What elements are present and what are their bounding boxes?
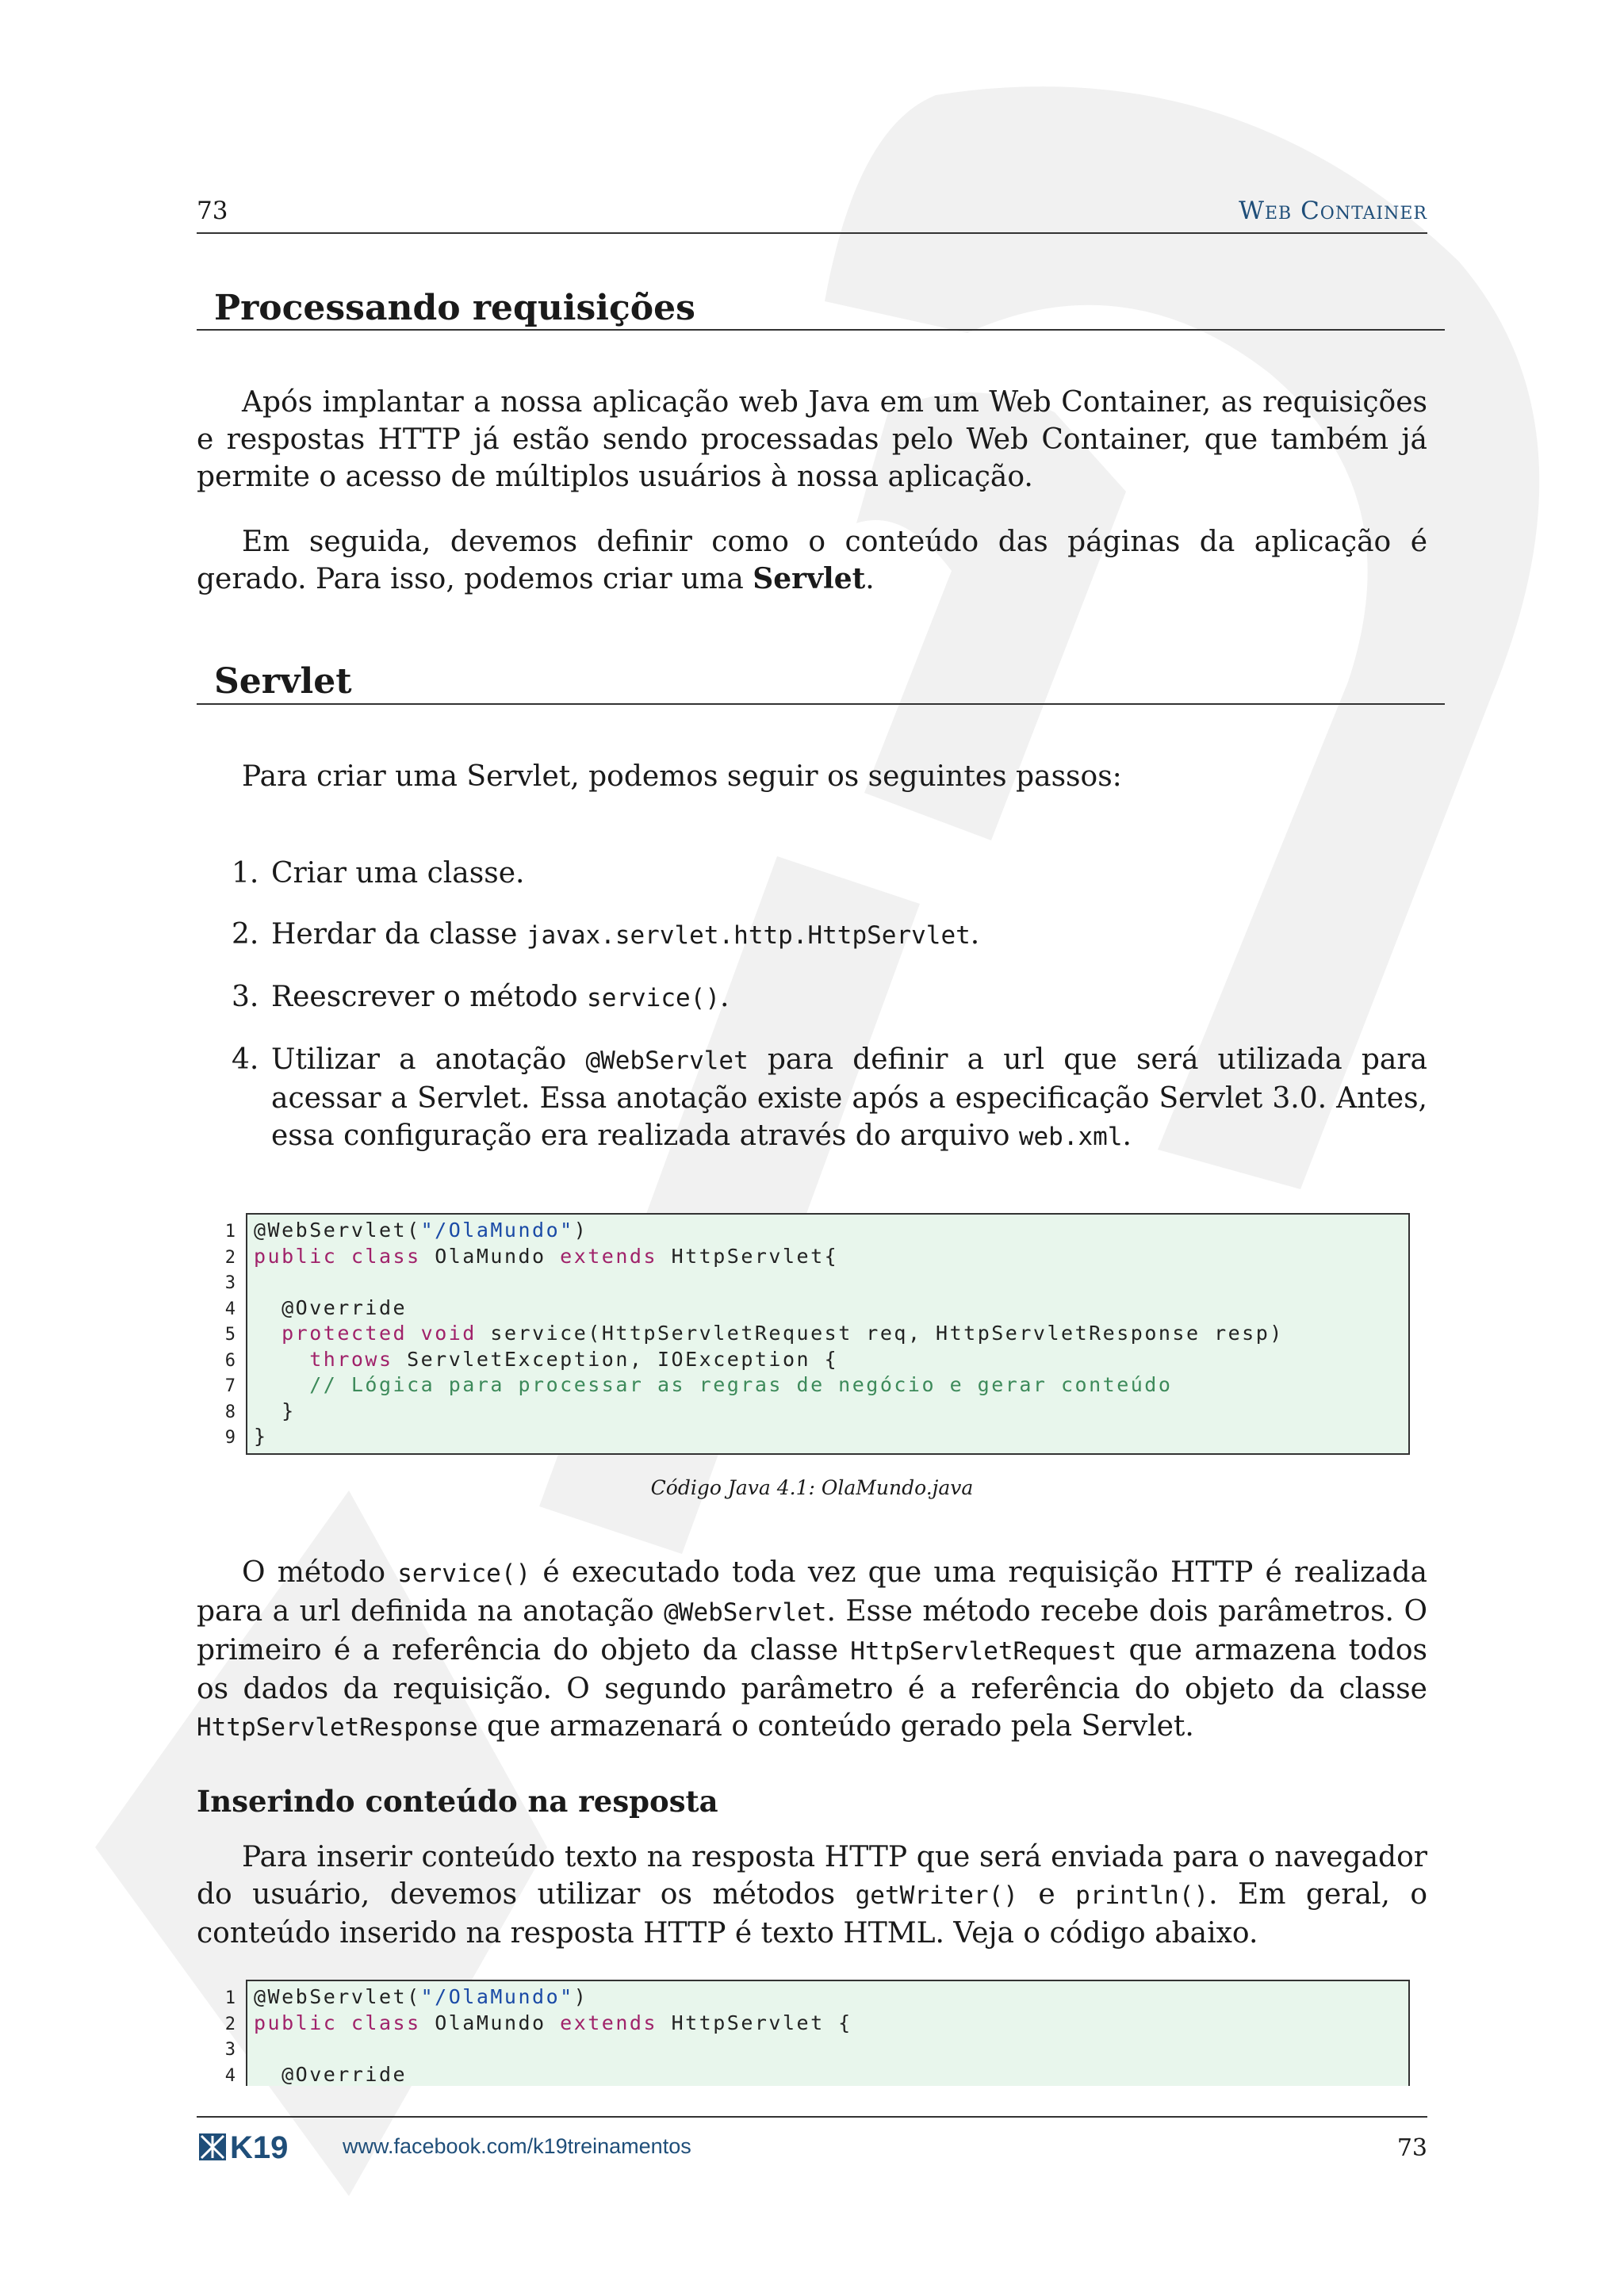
section-rule — [197, 703, 1445, 705]
code-line: public class OlaMundo extends HttpServlet { — [254, 2011, 852, 2034]
code-text — [247, 1981, 1408, 2091]
code-line — [254, 1269, 1408, 1295]
list-item: 4. Utilizar a anotação @WebServlet para definir a url que será utilizada para acessar a Servlet. Essa anotação existe após a especificação Servlet 3.0. Antes, essa configuração era realizada através do arquivo web.xml. — [232, 1043, 1427, 1152]
code-block-olamundo — [224, 1213, 1410, 1455]
list-item: 1. Criar uma classe. — [232, 857, 525, 890]
subsection-title: Inserindo conteúdo na resposta — [197, 1784, 718, 1819]
paragraph-intro: Após implantar a nossa aplicação web Java em um Web Container, as requisições e respostas HTTP já estão sendo processadas pelo Web Container, que também já permite o acesso de múltiplos usuários à nossa aplicação. — [197, 386, 1427, 493]
code-text — [247, 1215, 1408, 1453]
svg-text:K19: K19 — [230, 2131, 289, 2163]
code-caption: Código Java 4.1: OlaMundo.java — [650, 1476, 974, 1499]
list-item: 2. Herdar da classe javax.servlet.http.HttpServlet. — [232, 918, 980, 951]
section-rule — [197, 329, 1445, 331]
footer-rule — [197, 2116, 1427, 2118]
code-line — [254, 2036, 1408, 2062]
paragraph-service-method: O método service() é executado toda vez que uma requisição HTTP é realizada para a url definida na anotação @WebServlet. Esse método recebe dois parâmetros. O primeiro é a referência do objeto da classe HttpServletRequest que armazena todos os dados da requisição. O segundo parâmetro é a referência do objeto da classe HttpServletResponse que armazenará o conteúdo gerado pela Servlet. — [197, 1556, 1427, 1743]
code-line: @WebServlet("/OlaMundo") — [254, 1985, 588, 2008]
code-line: } — [254, 1425, 268, 1448]
code-line: } — [254, 1399, 296, 1422]
header-chapter-title: Web Container — [1239, 197, 1427, 225]
line-numbers: 1 2 3 4 — [224, 1988, 236, 2086]
header-rule — [197, 232, 1427, 234]
footer-facebook-link[interactable]: www.facebook.com/k19treinamentos — [343, 2134, 691, 2158]
code-line: @Override — [254, 2062, 408, 2086]
k19-logo — [198, 2131, 322, 2163]
footer-page-number: 73 — [1396, 2134, 1427, 2162]
section-title-processando: Processando requisições — [214, 288, 695, 328]
list-item: 3. Reescrever o método service(). — [232, 981, 730, 1013]
code-line: @Override — [254, 1295, 408, 1319]
code-line: @WebServlet("/OlaMundo") — [254, 1219, 588, 1242]
steps-list — [197, 855, 1427, 1180]
paragraph-inserindo: Para inserir conteúdo texto na resposta HTTP que será enviada para o navegador do usuário, devemos utilizar os métodos getWriter() e println(). Em geral, o conteúdo inserido na resposta HTTP é texto HTML. Veja o código abaixo. — [197, 1841, 1428, 1950]
paragraph-steps-intro: Para criar uma Servlet, podemos seguir os seguintes passos: — [242, 760, 1122, 793]
code-line: // Lógica para processar as regras de negócio e gerar conteúdo — [309, 1373, 1173, 1396]
code-line: protected void service(HttpServletRequest req, HttpServletResponse resp) — [282, 1322, 1284, 1345]
section-title-servlet: Servlet — [214, 661, 352, 702]
code-block-olamundo-2 — [224, 1980, 1410, 2086]
paragraph-servlet-intro: Em seguida, devemos definir como o conteúdo das páginas da aplicação é gerado. Para isso, podemos criar uma Servlet. — [197, 526, 1427, 595]
servlet-bold-term: Servlet — [753, 562, 866, 595]
line-numbers: 1 2 3 4 5 6 7 8 9 — [224, 1222, 236, 1448]
code-line: throws ServletException, IOException { — [309, 1347, 839, 1371]
header-page-number: 73 — [197, 197, 228, 225]
code-line: public class OlaMundo extends HttpServlet{ — [254, 1244, 839, 1268]
